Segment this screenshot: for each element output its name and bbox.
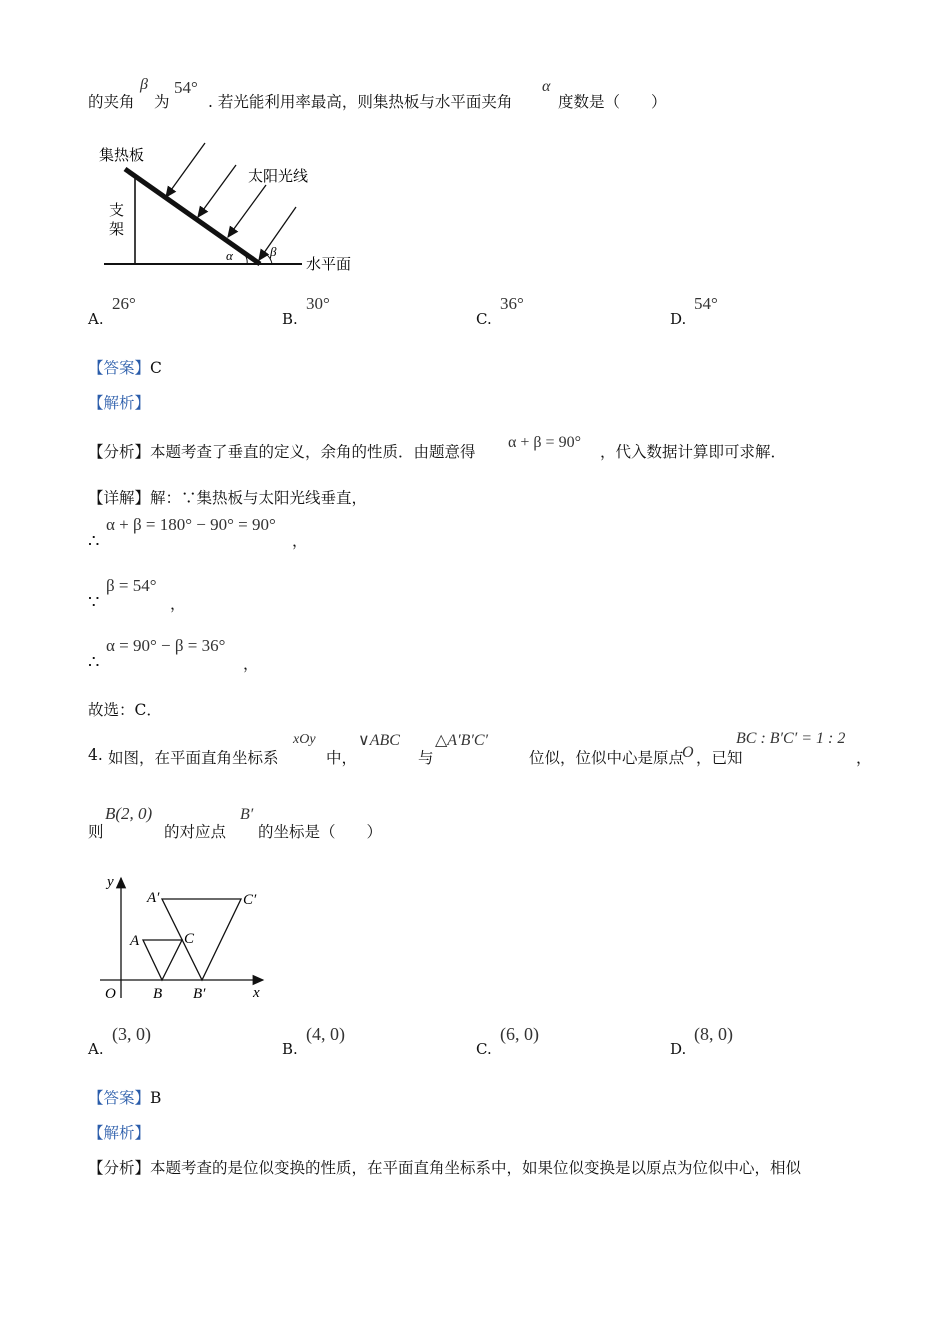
q4-tri1: ∨ABC (358, 732, 400, 749)
option-value: (6, 0) (500, 1024, 539, 1044)
q3-alpha: α (542, 78, 551, 95)
fig-label-panel: 集热板 (99, 146, 145, 164)
q4-stem-f: 则 (88, 823, 104, 841)
fig-label-alpha: α (226, 248, 233, 263)
q3-detail (88, 486, 367, 508)
option-value: 54° (694, 294, 718, 313)
q4-stem-b: 中， (326, 749, 358, 767)
q4-analysis-tag: 【解析】 (88, 1124, 151, 1142)
q4-bprime: B′ (240, 806, 254, 823)
panel-line (125, 169, 260, 264)
fenxi-tag: 【分析】 (88, 443, 151, 461)
step-symbol: ∴ (88, 652, 100, 673)
q4-tri2: △A′B′C′ (435, 732, 489, 749)
detail-text: 解：∵集热板与太阳光线垂直， (150, 489, 368, 507)
label-y: y (107, 874, 114, 890)
q4-fenxi (88, 1156, 801, 1178)
q3-beta: β (140, 76, 148, 93)
ray-2 (198, 165, 236, 217)
option-value: (3, 0) (112, 1024, 151, 1044)
label-o: O (105, 986, 116, 1002)
q4-origin: O (682, 744, 694, 761)
q3-stem-mid: . 若光能利用率最高，则集热板与水平面夹角 (208, 93, 513, 111)
answer-tag: 【答案】 (88, 1089, 151, 1107)
q4-stem-a: 如图，在平面直角坐标系 (108, 749, 279, 767)
q3-step-1 (88, 515, 388, 555)
label-b-prime: B′ (193, 986, 206, 1002)
q4-stem-e: ，已知 (696, 749, 743, 767)
q4-stem-line-2 (88, 804, 488, 844)
q4-point: B(2, 0) (105, 804, 153, 823)
option-letter: B. (282, 310, 298, 328)
step-symbol: ∵ (88, 592, 100, 613)
q4-stem-d: 位似，位似中心是原点 (529, 749, 685, 767)
step-end: ， (243, 655, 259, 673)
option-value: (8, 0) (694, 1024, 733, 1044)
option-value: 30° (306, 294, 330, 313)
label-a: A (130, 933, 140, 949)
q4-number: 4. (88, 746, 103, 764)
q4-xoy: xOy (293, 732, 316, 747)
detail-tag: 【详解】 (88, 489, 151, 507)
q4-comma: ， (856, 749, 872, 767)
step-symbol: ∴ (88, 531, 100, 552)
option-letter: C. (476, 310, 492, 328)
label-b: B (153, 986, 163, 1002)
triangle-abc (143, 940, 182, 980)
q4-answer-line (88, 1086, 161, 1108)
option-letter: D. (670, 310, 687, 328)
q3-stem-suffix: 度数是（ ） (558, 93, 667, 111)
fig-label-ground: 水平面 (306, 255, 352, 273)
q3-stem-wei: 为 (154, 93, 170, 111)
step-equation: α + β = 180° − 90° = 90° (106, 515, 276, 534)
ray-3 (228, 185, 266, 237)
q3-analysis-tag: 【解析】 (88, 394, 151, 412)
fenxi-eq: α + β = 90° (508, 434, 581, 451)
q4-stem-line-1 (88, 730, 872, 770)
step-equation: α = 90° − β = 36° (106, 636, 226, 655)
ray-4 (259, 207, 296, 260)
option-letter: B. (282, 1040, 298, 1058)
step-end: ， (292, 532, 308, 550)
option-letter: A. (88, 1040, 104, 1058)
fig-label-support-2: 架 (109, 220, 125, 238)
q3-fenxi (88, 432, 808, 462)
option-letter: C. (476, 1040, 492, 1058)
q3-step-3 (88, 636, 388, 676)
fenxi-tag: 【分析】 (88, 1159, 151, 1177)
q3-angle-54: 54° (174, 78, 198, 97)
q4-ratio: BC : B′C′ = 1 : 2 (736, 730, 846, 747)
ray-1 (166, 143, 205, 197)
fenxi-text: 本题考查了垂直的定义，余角的性质．由题意得 (150, 443, 476, 461)
label-c: C (184, 931, 195, 947)
option-letter: D. (670, 1040, 687, 1058)
option-value: 36° (500, 294, 524, 313)
label-c-prime: C′ (243, 892, 257, 908)
fig-label-support-1: 支 (109, 201, 125, 219)
answer-value: B (150, 1089, 162, 1107)
q4-stem-h: 的坐标是（ ） (258, 823, 383, 841)
q3-figure (90, 135, 370, 280)
q4-stem-c: 与 (418, 749, 434, 767)
fenxi-text: 本题考查的是位似变换的性质，在平面直角坐标系中，如果位似变换是以原点为位似中心，相似 (150, 1159, 802, 1177)
q3-conclusion: 故选：C． (88, 701, 162, 719)
fig-label-sun: 太阳光线 (248, 167, 309, 185)
option-value: 26° (112, 294, 136, 313)
step-end: ， (170, 595, 186, 613)
option-letter: A. (88, 310, 104, 328)
label-a-prime: A′ (147, 890, 160, 906)
q4-stem-g: 的对应点 (164, 823, 227, 841)
answer-value: C (150, 359, 162, 377)
step-equation: β = 54° (106, 576, 157, 595)
q3-stem-prefix: 的夹角 (88, 93, 135, 111)
q4-figure (95, 870, 275, 1008)
label-x: x (253, 985, 260, 1001)
option-value: (4, 0) (306, 1024, 345, 1044)
q3-answer-line (88, 356, 162, 378)
fig-label-beta: β (270, 244, 277, 259)
q3-step-2 (88, 576, 388, 616)
answer-tag: 【答案】 (88, 359, 151, 377)
fenxi-end: ，代入数据计算即可求解． (600, 443, 787, 461)
